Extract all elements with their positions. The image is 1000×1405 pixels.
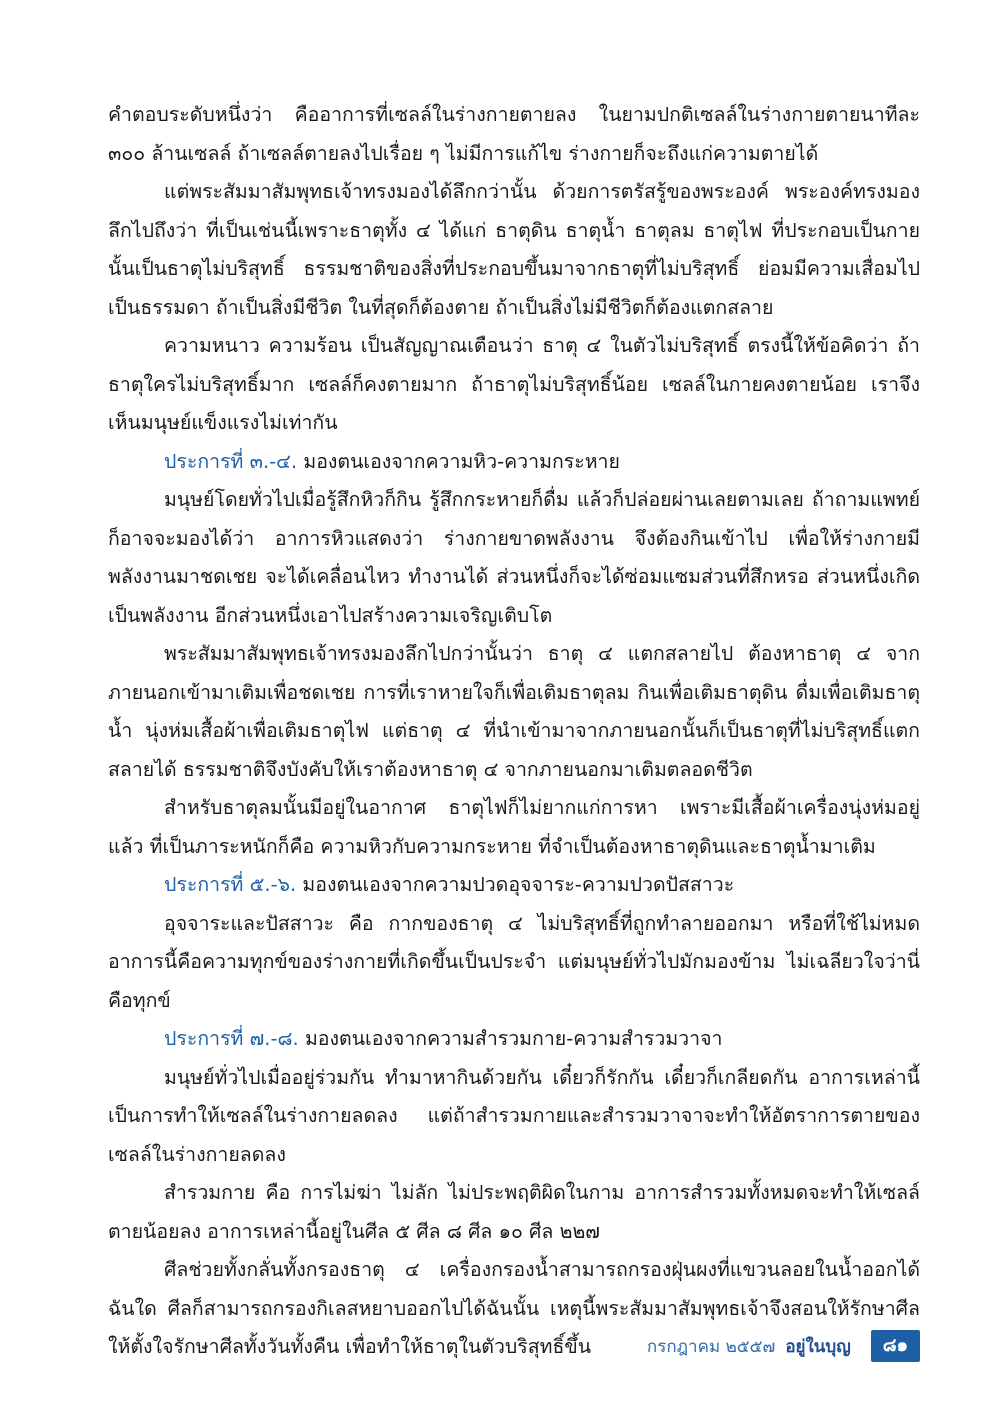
- paragraph: คำตอบระดับหนึ่งว่า คืออาการที่เซลล์ในร่างกายตายลง ในยามปกติเซลล์ในร่างกายตายนาทีละ ๓๐๐ ล้านเซลล์ ถ้าเซลล์ตายลงไปเรื่อย ๆ ไม่มีการแก้ไข ร่างกายก็จะถึงแก่ความตายได้: [108, 103, 920, 165]
- section-heading: [108, 1020, 920, 1059]
- paragraph: พระสัมมาสัมพุทธเจ้าทรงมองลึกไปกว่านั้นว่า ธาตุ ๔ แตกสลายไป ต้องหาธาตุ ๔ จากภายนอกเข้ามาเติมเพื่อชดเชย การที่เราหายใจก็เพื่อเติมธาตุลม กินเพื่อเติมธาตุดิน ดื่มเพื่อเติมธาตุน้ำ นุ่งห่มเสื้อผ้าเพื่อเติมธาตุไฟ แต่ธาตุ ๔ ที่นำเข้ามาจากภายนอกนั้นก็เป็นธาตุที่ไม่บริสุทธิ์แตกสลายได้ ธรรมชาติจึงบังคับให้เราต้องหาธาตุ ๔ จากภายนอกมาเติมตลอดชีวิต: [108, 642, 920, 781]
- paragraph: ความหนาว ความร้อน เป็นสัญญาณเตือนว่า ธาตุ ๔ ในตัวไม่บริสุทธิ์ ตรงนี้ให้ข้อคิดว่า ถ้าธาตุใครไม่บริสุทธิ์มาก เซลล์ก็คงตายมาก ถ้าธาตุไม่บริสุทธิ์น้อย เซลล์ในกายคงตายน้อย เราจึงเห็นมนุษย์แข็งแรงไม่เท่ากัน: [108, 334, 920, 434]
- section-heading: [108, 866, 920, 905]
- section-number: ประการที่ ๗.-๘.: [164, 1027, 299, 1050]
- magazine-title: อยู่ในบุญ: [785, 1336, 851, 1357]
- paragraph: สำหรับธาตุลมนั้นมีอยู่ในอากาศ ธาตุไฟก็ไม่ยากแก่การหา เพราะมีเสื้อผ้าเครื่องนุ่งห่มอยู่แล้ว ที่เป็นภาระหนักก็คือ ความหิวกับความกระหาย ที่จำเป็นต้องหาธาตุดินและธาตุน้ำมาเติม: [108, 796, 920, 858]
- section-number: ประการที่ ๕.-๖.: [164, 873, 297, 896]
- page-number: ๘๑: [871, 1330, 920, 1362]
- paragraph: อุจจาระและปัสสาวะ คือ กากของธาตุ ๔ ไม่บริสุทธิ์ที่ถูกทำลายออกมา หรือที่ใช้ไม่หมดอาการนี้คือความทุกข์ของร่างกายที่เกิดขึ้นเป็นประจำ แต่มนุษย์ทั่วไปมักมองข้าม ไม่เฉลียวใจว่านี่คือทุกข์: [108, 911, 920, 1012]
- issue-date: กรกฎาคม ๒๕๕๗: [646, 1336, 776, 1357]
- paragraph: สำรวมกาย คือ การไม่ฆ่า ไม่ลัก ไม่ประพฤติผิดในกาม อาการสำรวมทั้งหมดจะทำให้เซลล์ตายน้อยลง อาการเหล่านี้อยู่ในศีล ๕ ศีล ๘ ศีล ๑๐ ศีล ๒๒๗: [108, 1181, 920, 1243]
- paragraph: มนุษย์โดยทั่วไปเมื่อรู้สึกหิวก็กิน รู้สึกกระหายก็ดื่ม แล้วก็ปล่อยผ่านเลยตามเลย ถ้าถามแพทย์ก็อาจจะมองได้ว่า อาการหิวแสดงว่า ร่างกายขาดพลังงาน จึงต้องกินเข้าไป เพื่อให้ร่างกายมีพลังงานมาชดเชย จะได้เคลื่อนไหว ทำงานได้ ส่วนหนึ่งก็จะได้ซ่อมแซมส่วนที่สึกหรอ ส่วนหนึ่งเกิดเป็นพลังงาน อีกส่วนหนึ่งเอาไปสร้างความเจริญเติบโต: [108, 488, 920, 627]
- section-number: ประการที่ ๓.-๔.: [164, 449, 298, 473]
- section-title: มองตนเองจากความสำรวมกาย-ความสำรวมวาจา: [304, 1027, 723, 1050]
- page-footer: [647, 1328, 920, 1364]
- paragraph: มนุษย์ทั่วไปเมื่ออยู่ร่วมกัน ทำมาหากินด้วยกัน เดี๋ยวก็รักกัน เดี๋ยวก็เกลียดกัน อาการเหล่านี้เป็นการทำให้เซลล์ในร่างกายลดลง แต่ถ้าสำรวมกายและสำรวมวาจาจะทำให้อัตราการตายของเซลล์ในร่างกายลดลง: [108, 1065, 920, 1166]
- section-title: มองตนเองจากความปวดอุจจาระ-ความปวดปัสสาวะ: [302, 873, 735, 896]
- paragraph: แต่พระสัมมาสัมพุทธเจ้าทรงมองได้ลึกกว่านั้น ด้วยการตรัสรู้ของพระองค์ พระองค์ทรงมองลึกไปถึงว่า ที่เป็นเช่นนี้เพราะธาตุทั้ง ๔ ได้แก่ ธาตุดิน ธาตุน้ำ ธาตุลม ธาตุไฟ ที่ประกอบเป็นกายนั้นเป็นธาตุไม่บริสุทธิ์ ธรรมชาติของสิ่งที่ประกอบขึ้นมาจากธาตุที่ไม่บริสุทธิ์ ย่อมมีความเสื่อมไปเป็นธรรมดา ถ้าเป็นสิ่งมีชีวิต ในที่สุดก็ต้องตาย ถ้าเป็นสิ่งไม่มีชีวิตก็ต้องแตกสลาย: [108, 180, 920, 319]
- section-title: มองตนเองจากความหิว-ความกระหาย: [303, 449, 620, 473]
- section-heading: [108, 443, 920, 482]
- article-body: [108, 96, 920, 1367]
- paragraph: ศีลช่วยทั้งกลั่นทั้งกรองธาตุ ๔ เครื่องกรองน้ำสามารถกรองฝุ่นผงที่แขวนลอยในน้ำออกได้ฉันใด ศีลก็สามารถกรองกิเลสหยาบออกไปได้ฉันนั้น เหตุนี้พระสัมมาสัมพุทธเจ้าจึงสอนให้รักษาศีล ให้ตั้งใจรักษาศีลทั้งวันทั้งคืน เพื่อทำให้ธาตุในตัวบริสุทธิ์ขึ้น: [108, 1258, 920, 1358]
